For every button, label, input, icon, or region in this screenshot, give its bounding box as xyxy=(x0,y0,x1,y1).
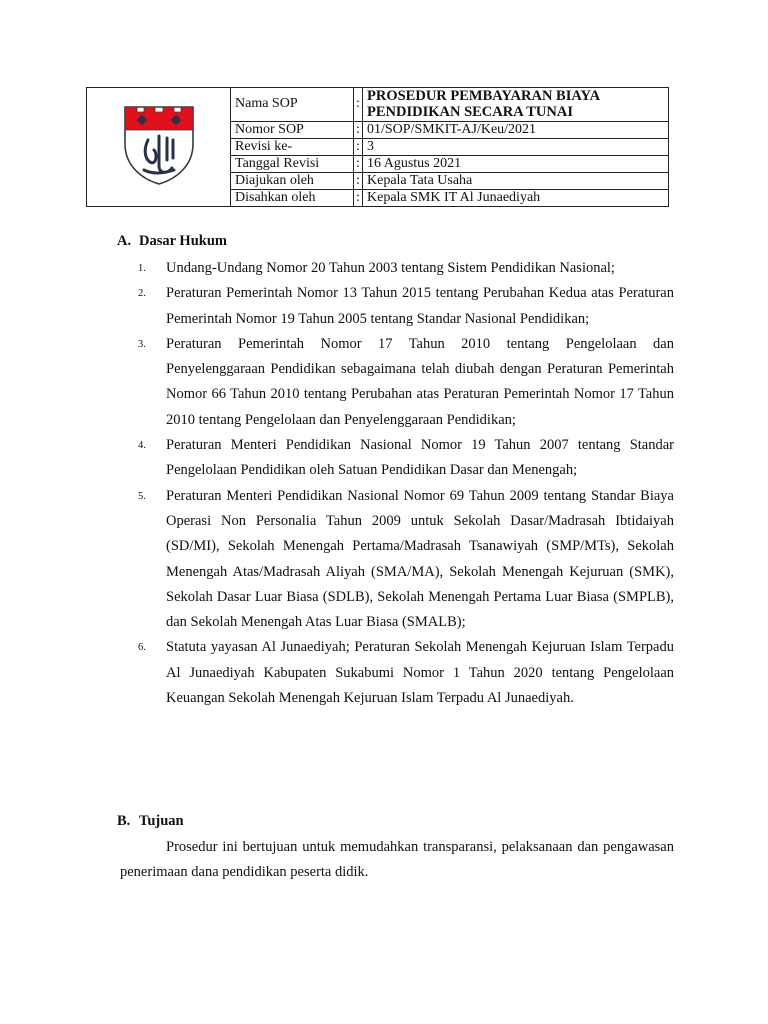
header-label: Diajukan oleh xyxy=(231,173,354,190)
sop-header-table xyxy=(86,87,669,207)
item-number: 3. xyxy=(138,338,146,350)
section-letter: A. xyxy=(117,233,132,249)
section-title: Tujuan xyxy=(139,813,184,829)
list-item xyxy=(138,256,674,281)
section-letter: B. xyxy=(117,813,131,829)
header-label: Nomor SOP xyxy=(231,122,354,139)
item-text: Peraturan Pemerintah Nomor 13 Tahun 2015 tentang Perubahan Kedua atas Peraturan Pemerintah Nomor 19 Tahun 2005 tentang Standar Nasional Pendidikan; xyxy=(166,285,674,327)
header-label: Nama SOP xyxy=(231,88,354,122)
item-number: 4. xyxy=(138,440,146,452)
item-text: Peraturan Menteri Pendidikan Nasional Nomor 19 Tahun 2007 tentang Standar Pengelolaan Pendidikan oleh Satuan Pendidikan Dasar dan Menengah; xyxy=(166,437,674,479)
header-row-nama xyxy=(87,88,669,122)
header-colon: : xyxy=(354,156,363,173)
tujuan-paragraph: Prosedur ini bertujuan untuk memudahkan transparansi, pelaksanaan dan pengawasan penerimaan dana pendidikan peserta didik. xyxy=(120,839,674,881)
header-colon: : xyxy=(354,190,363,207)
header-value: Kepala SMK IT Al Junaediyah xyxy=(363,190,669,207)
header-value: 01/SOP/SMKIT-AJ/Keu/2021 xyxy=(363,122,669,139)
school-crest-icon xyxy=(122,104,196,186)
header-value: Kepala Tata Usaha xyxy=(363,173,669,190)
item-number: 6. xyxy=(138,642,146,654)
header-colon: : xyxy=(354,139,363,156)
section-a-heading xyxy=(117,233,227,250)
legal-basis-list xyxy=(138,256,674,711)
item-text: Undang-Undang Nomor 20 Tahun 2003 tentang Sistem Pendidikan Nasional; xyxy=(166,260,615,276)
header-colon: : xyxy=(354,122,363,139)
item-text: Peraturan Menteri Pendidikan Nasional Nomor 69 Tahun 2009 tentang Standar Biaya Operasi Non Personalia Tahun 2009 untuk Sekolah Dasar/Madrasah Ibtidaiyah (SD/MI), Sekolah Menengah Pertama/Madrasah Tsanawiyah (SMP/MTs), Sekolah Menengah Atas/Madrasah Aliyah (SMA/MA), Sekolah Menengah Kejuruan (SMK), Sekolah Dasar Luar Biasa (SDLB), Sekolah Menengah Pertama Luar Biasa (SMPLB), dan Sekolah Menengah Atas Luar Biasa (SMALB); xyxy=(166,487,674,631)
section-b-heading xyxy=(117,813,184,830)
sop-title: PROSEDUR PEMBAYARAN BIAYA PENDIDIKAN SECARA TUNAI xyxy=(363,88,669,122)
header-colon: : xyxy=(354,173,363,190)
section-title: Dasar Hukum xyxy=(139,233,227,249)
header-label: Disahkan oleh xyxy=(231,190,354,207)
list-item xyxy=(138,281,674,332)
header-colon: : xyxy=(354,88,363,122)
list-item xyxy=(138,332,674,433)
list-item xyxy=(138,484,674,636)
logo-cell xyxy=(87,88,231,207)
item-text: Peraturan Pemerintah Nomor 17 Tahun 2010 tentang Pengelolaan dan Penyelenggaraan Pendidikan sebagaimana telah diubah dengan Peraturan Pemerintah Nomor 66 Tahun 2010 tentang Perubahan atas Peraturan Pemerintah Nomor 17 Tahun 2010 tentang Pengelolaan dan Penyelenggaraan Pendidikan; xyxy=(166,335,674,428)
item-text: Statuta yayasan Al Junaediyah; Peraturan Sekolah Menengah Kejuruan Islam Terpadu Al Junaediyah Kabupaten Sukabumi Nomor 1 Tahun 2020 tentang Pengelolaan Keuangan Sekolah Menengah Kejuruan Islam Terpadu Al Junaediyah. xyxy=(166,639,674,707)
list-item xyxy=(138,635,674,711)
header-value: 16 Agustus 2021 xyxy=(363,156,669,173)
header-label: Tanggal Revisi xyxy=(231,156,354,173)
list-item xyxy=(138,433,674,484)
item-number: 1. xyxy=(138,263,146,274)
item-number: 2. xyxy=(138,288,146,300)
header-value: 3 xyxy=(363,139,669,156)
item-number: 5. xyxy=(138,490,146,502)
header-label: Revisi ke- xyxy=(231,139,354,156)
